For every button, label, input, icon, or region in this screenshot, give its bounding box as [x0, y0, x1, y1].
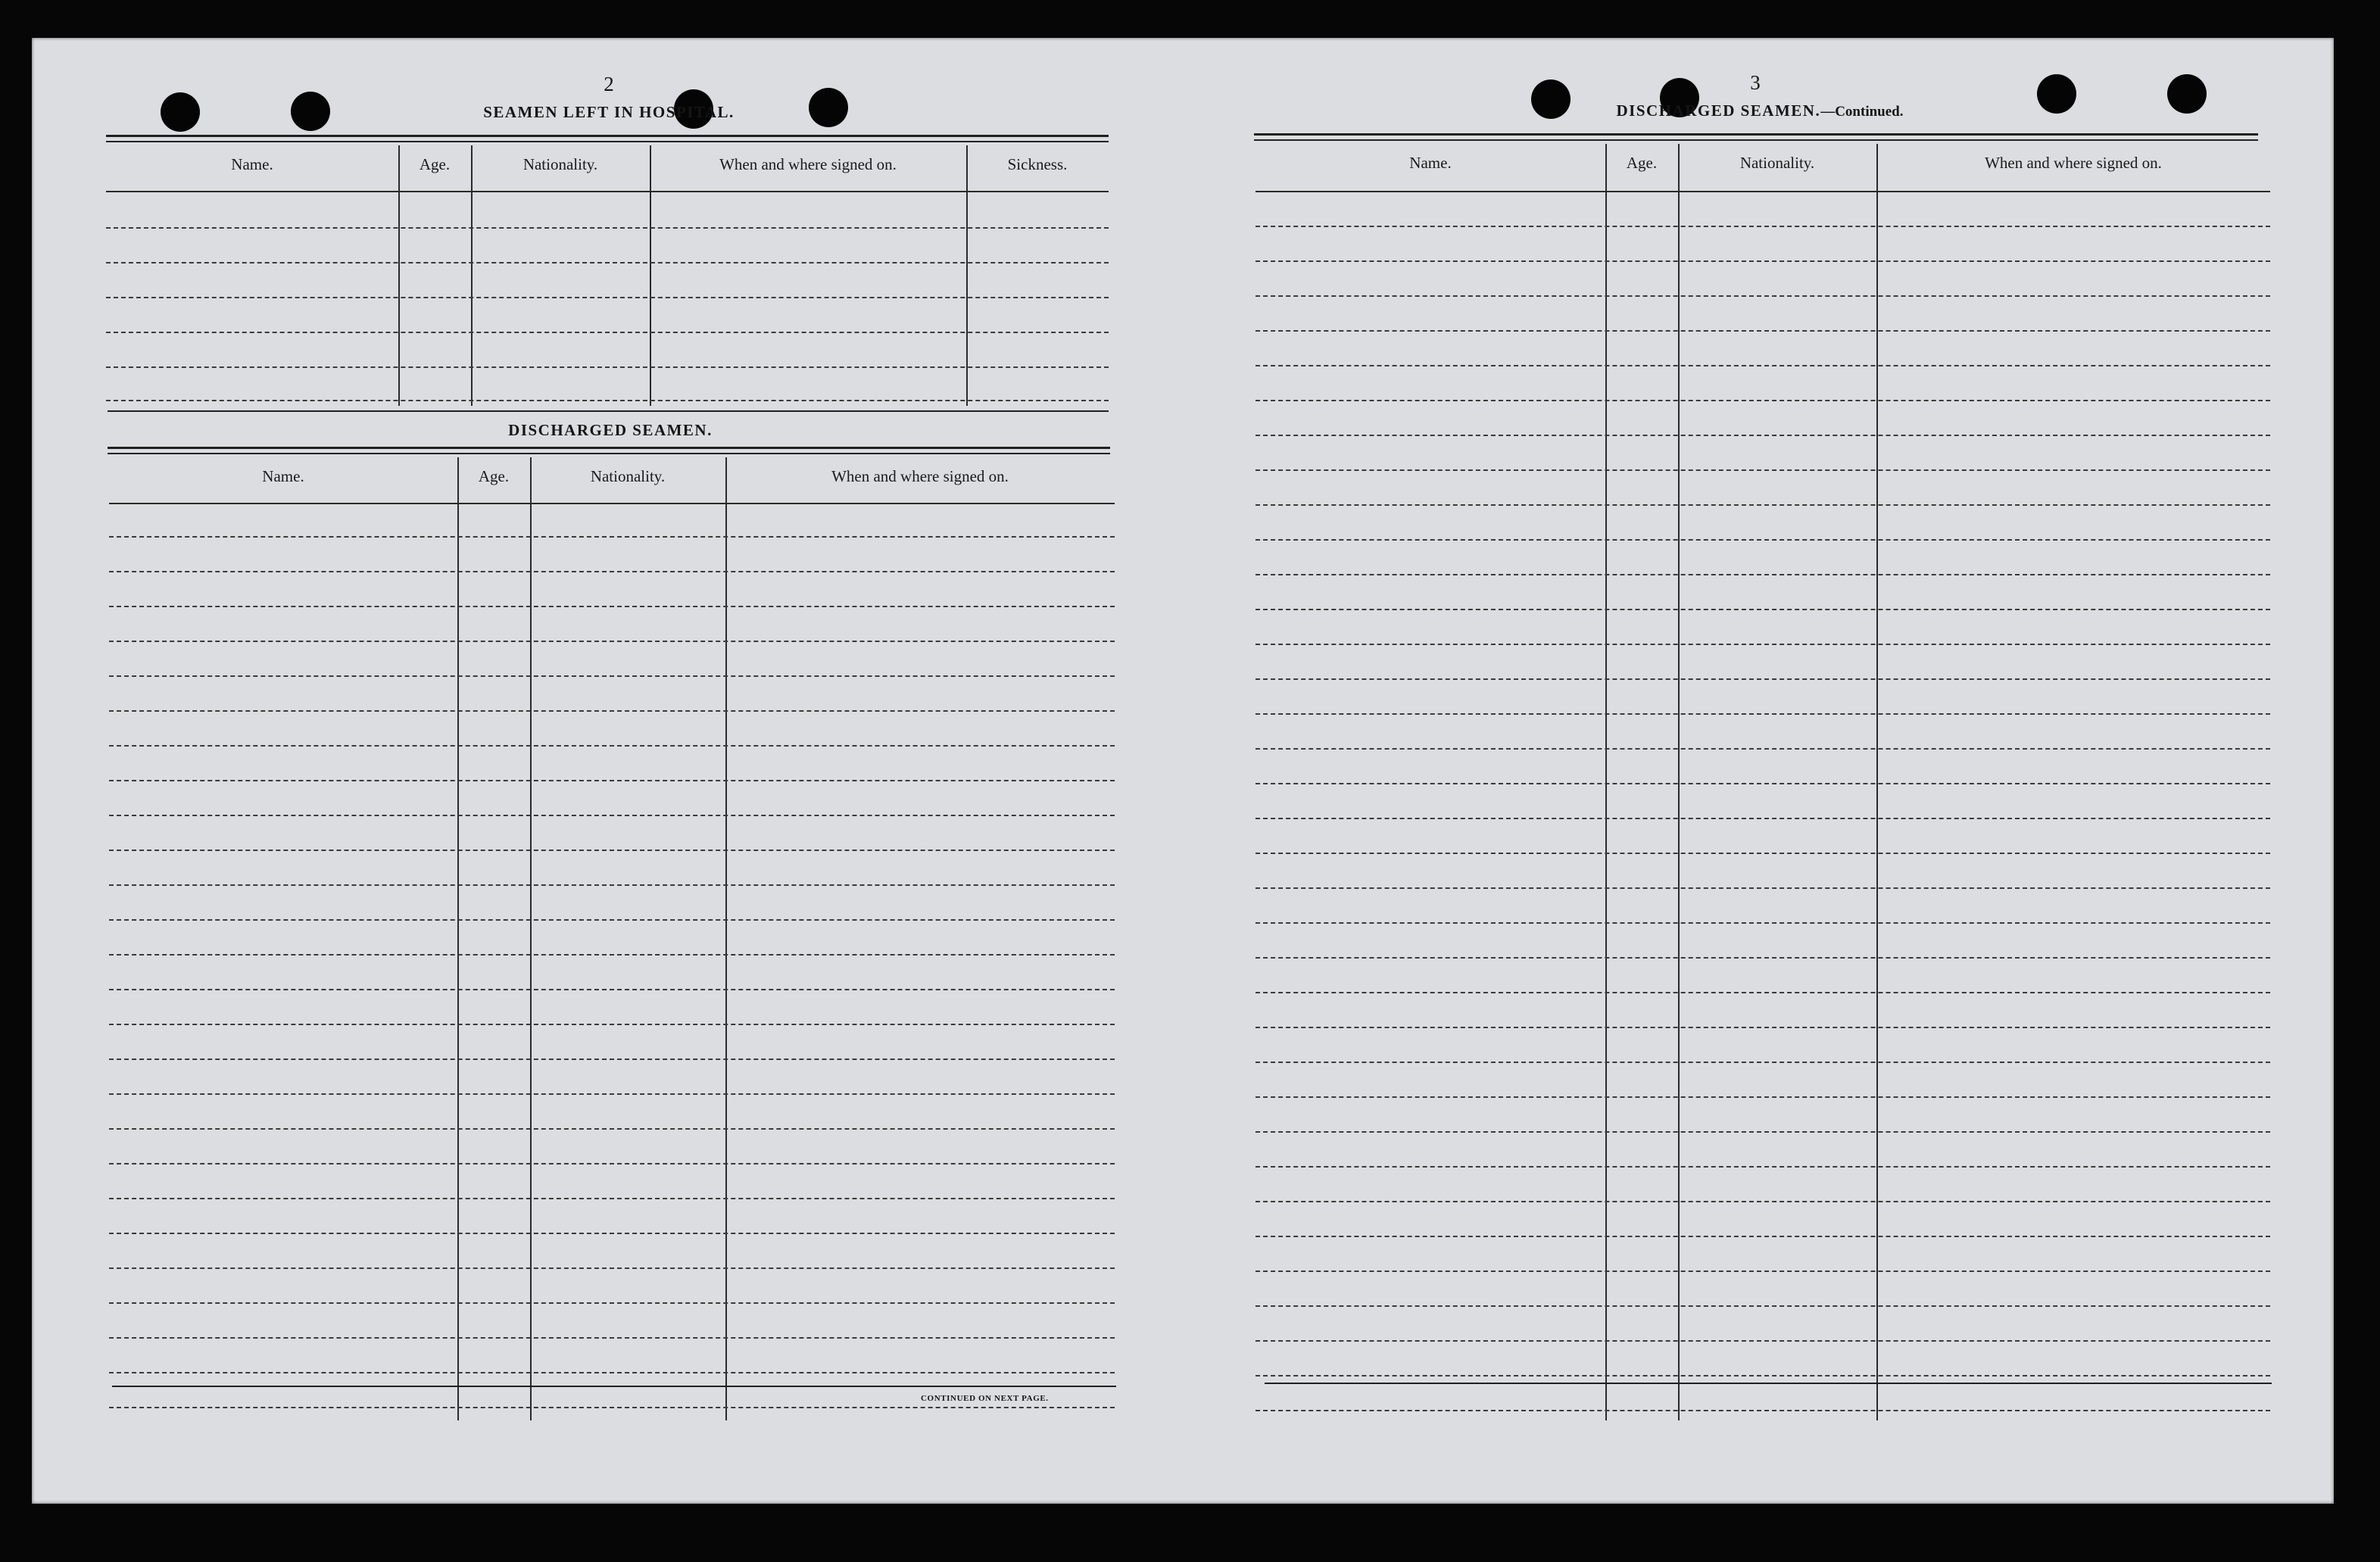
header-nationality: Nationality.: [1739, 154, 1815, 172]
column-divider: [1876, 144, 1878, 1420]
discharged-table-right: [1256, 144, 2270, 1423]
top-rule: [106, 135, 1109, 137]
entry-line: [109, 919, 1115, 921]
entry-line: [109, 815, 1115, 816]
entry-line: [109, 1163, 1115, 1164]
entry-line: [109, 571, 1115, 572]
column-divider: [530, 457, 532, 1420]
entry-line: [109, 884, 1115, 886]
punch-hole: [291, 92, 330, 131]
entry-line: [109, 1058, 1115, 1060]
entry-line: [109, 1128, 1115, 1130]
entry-line: [1256, 504, 2270, 506]
bottom-rule: [1265, 1383, 2272, 1384]
section-rule: [108, 447, 1110, 449]
entry-line: [1256, 678, 2270, 680]
entry-line: [109, 989, 1115, 990]
punch-hole: [2037, 74, 2076, 114]
entry-line: [1256, 400, 2270, 401]
entry-line: [1256, 1375, 2270, 1376]
entry-line: [106, 262, 1109, 263]
entry-line: [109, 1233, 1115, 1234]
entry-line: [1256, 260, 2270, 262]
entry-line: [1256, 435, 2270, 436]
entry-line: [1256, 644, 2270, 645]
header-nationality: Nationality.: [590, 467, 666, 485]
entry-line: [1256, 1236, 2270, 1237]
header-name: Name.: [231, 155, 273, 173]
entry-line: [106, 400, 1109, 401]
entry-line: [1256, 469, 2270, 471]
entry-line: [1256, 1410, 2270, 1411]
entry-line: [1256, 574, 2270, 575]
entry-line: [1256, 330, 2270, 332]
entry-line: [109, 710, 1115, 712]
right-page-title: [1617, 101, 1904, 120]
entry-line: [1256, 957, 2270, 959]
entry-line: [106, 297, 1109, 298]
entry-line: [1256, 922, 2270, 924]
bottom-rule: [112, 1386, 1116, 1387]
header-when-where: When and where signed on.: [1985, 154, 2162, 172]
entry-line: [1256, 1062, 2270, 1063]
top-rule: [106, 141, 1109, 142]
entry-line: [109, 1372, 1115, 1373]
entry-line: [1256, 887, 2270, 889]
entry-line: [109, 1407, 1115, 1408]
entry-line: [1256, 1027, 2270, 1028]
header-when-where: When and where signed on.: [719, 155, 897, 173]
column-divider: [725, 457, 727, 1420]
entry-line: [109, 850, 1115, 851]
header-name: Name.: [262, 467, 304, 485]
entry-line: [109, 1337, 1115, 1339]
entry-line: [1256, 818, 2270, 819]
column-divider: [1678, 144, 1680, 1420]
entry-line: [1256, 748, 2270, 750]
discharged-table-left: [109, 457, 1115, 1428]
column-divider: [457, 457, 459, 1420]
right-page-number: 3: [1750, 71, 1761, 94]
entry-line: [1256, 783, 2270, 784]
entry-line: [1256, 539, 2270, 541]
entry-line: [109, 745, 1115, 747]
right-title-main: DISCHARGED SEAMEN.: [1616, 101, 1821, 120]
entry-line: [1256, 713, 2270, 715]
entry-line: [1256, 853, 2270, 854]
entry-line: [1256, 295, 2270, 297]
header-when-where: When and where signed on.: [831, 467, 1009, 485]
header-name: Name.: [1409, 154, 1452, 172]
hospital-section-title: SEAMEN LEFT IN HOSPITAL.: [483, 103, 735, 121]
entry-line: [109, 536, 1115, 538]
entry-line: [109, 675, 1115, 677]
header-sickness: Sickness.: [1007, 155, 1068, 173]
entry-line: [109, 1024, 1115, 1025]
entry-line: [109, 1267, 1115, 1269]
entry-line: [109, 641, 1115, 642]
entry-line: [109, 780, 1115, 781]
entry-line: [1256, 1270, 2270, 1272]
header-age: Age.: [478, 467, 510, 485]
punch-hole: [809, 88, 848, 127]
hospital-table: [106, 145, 1109, 407]
entry-line: [106, 227, 1109, 229]
header-age: Age.: [419, 155, 451, 173]
punch-hole: [161, 92, 200, 132]
discharged-section-title: DISCHARGED SEAMEN.: [508, 421, 713, 439]
entry-line: [1256, 992, 2270, 993]
entry-line: [1256, 609, 2270, 610]
entry-line: [1256, 1096, 2270, 1098]
column-divider: [1605, 144, 1607, 1420]
entry-line: [109, 954, 1115, 956]
entry-line: [1256, 1131, 2270, 1133]
entry-line: [1256, 365, 2270, 366]
top-rule: [1254, 133, 2258, 136]
continued-note: CONTINUED ON NEXT PAGE.: [921, 1394, 1049, 1403]
section-rule: [108, 410, 1109, 412]
header-nationality: Nationality.: [522, 155, 598, 173]
entry-line: [109, 606, 1115, 607]
left-page-number: 2: [604, 73, 614, 95]
entry-line: [1256, 1166, 2270, 1168]
entry-line: [1256, 1305, 2270, 1307]
punch-hole: [1531, 80, 1571, 119]
entry-line: [106, 332, 1109, 333]
entry-line: [109, 1093, 1115, 1095]
entry-line: [1256, 1201, 2270, 1202]
entry-line: [106, 366, 1109, 368]
right-title-suffix: —Continued.: [1820, 104, 1904, 120]
entry-line: [1256, 1340, 2270, 1342]
entry-line: [1256, 226, 2270, 227]
entry-line: [109, 1302, 1115, 1304]
document-sheet: [32, 38, 2334, 1504]
section-rule: [108, 453, 1110, 454]
entry-line: [109, 1198, 1115, 1199]
punch-hole: [2167, 74, 2207, 114]
header-age: Age.: [1626, 154, 1658, 172]
top-rule: [1254, 139, 2258, 141]
